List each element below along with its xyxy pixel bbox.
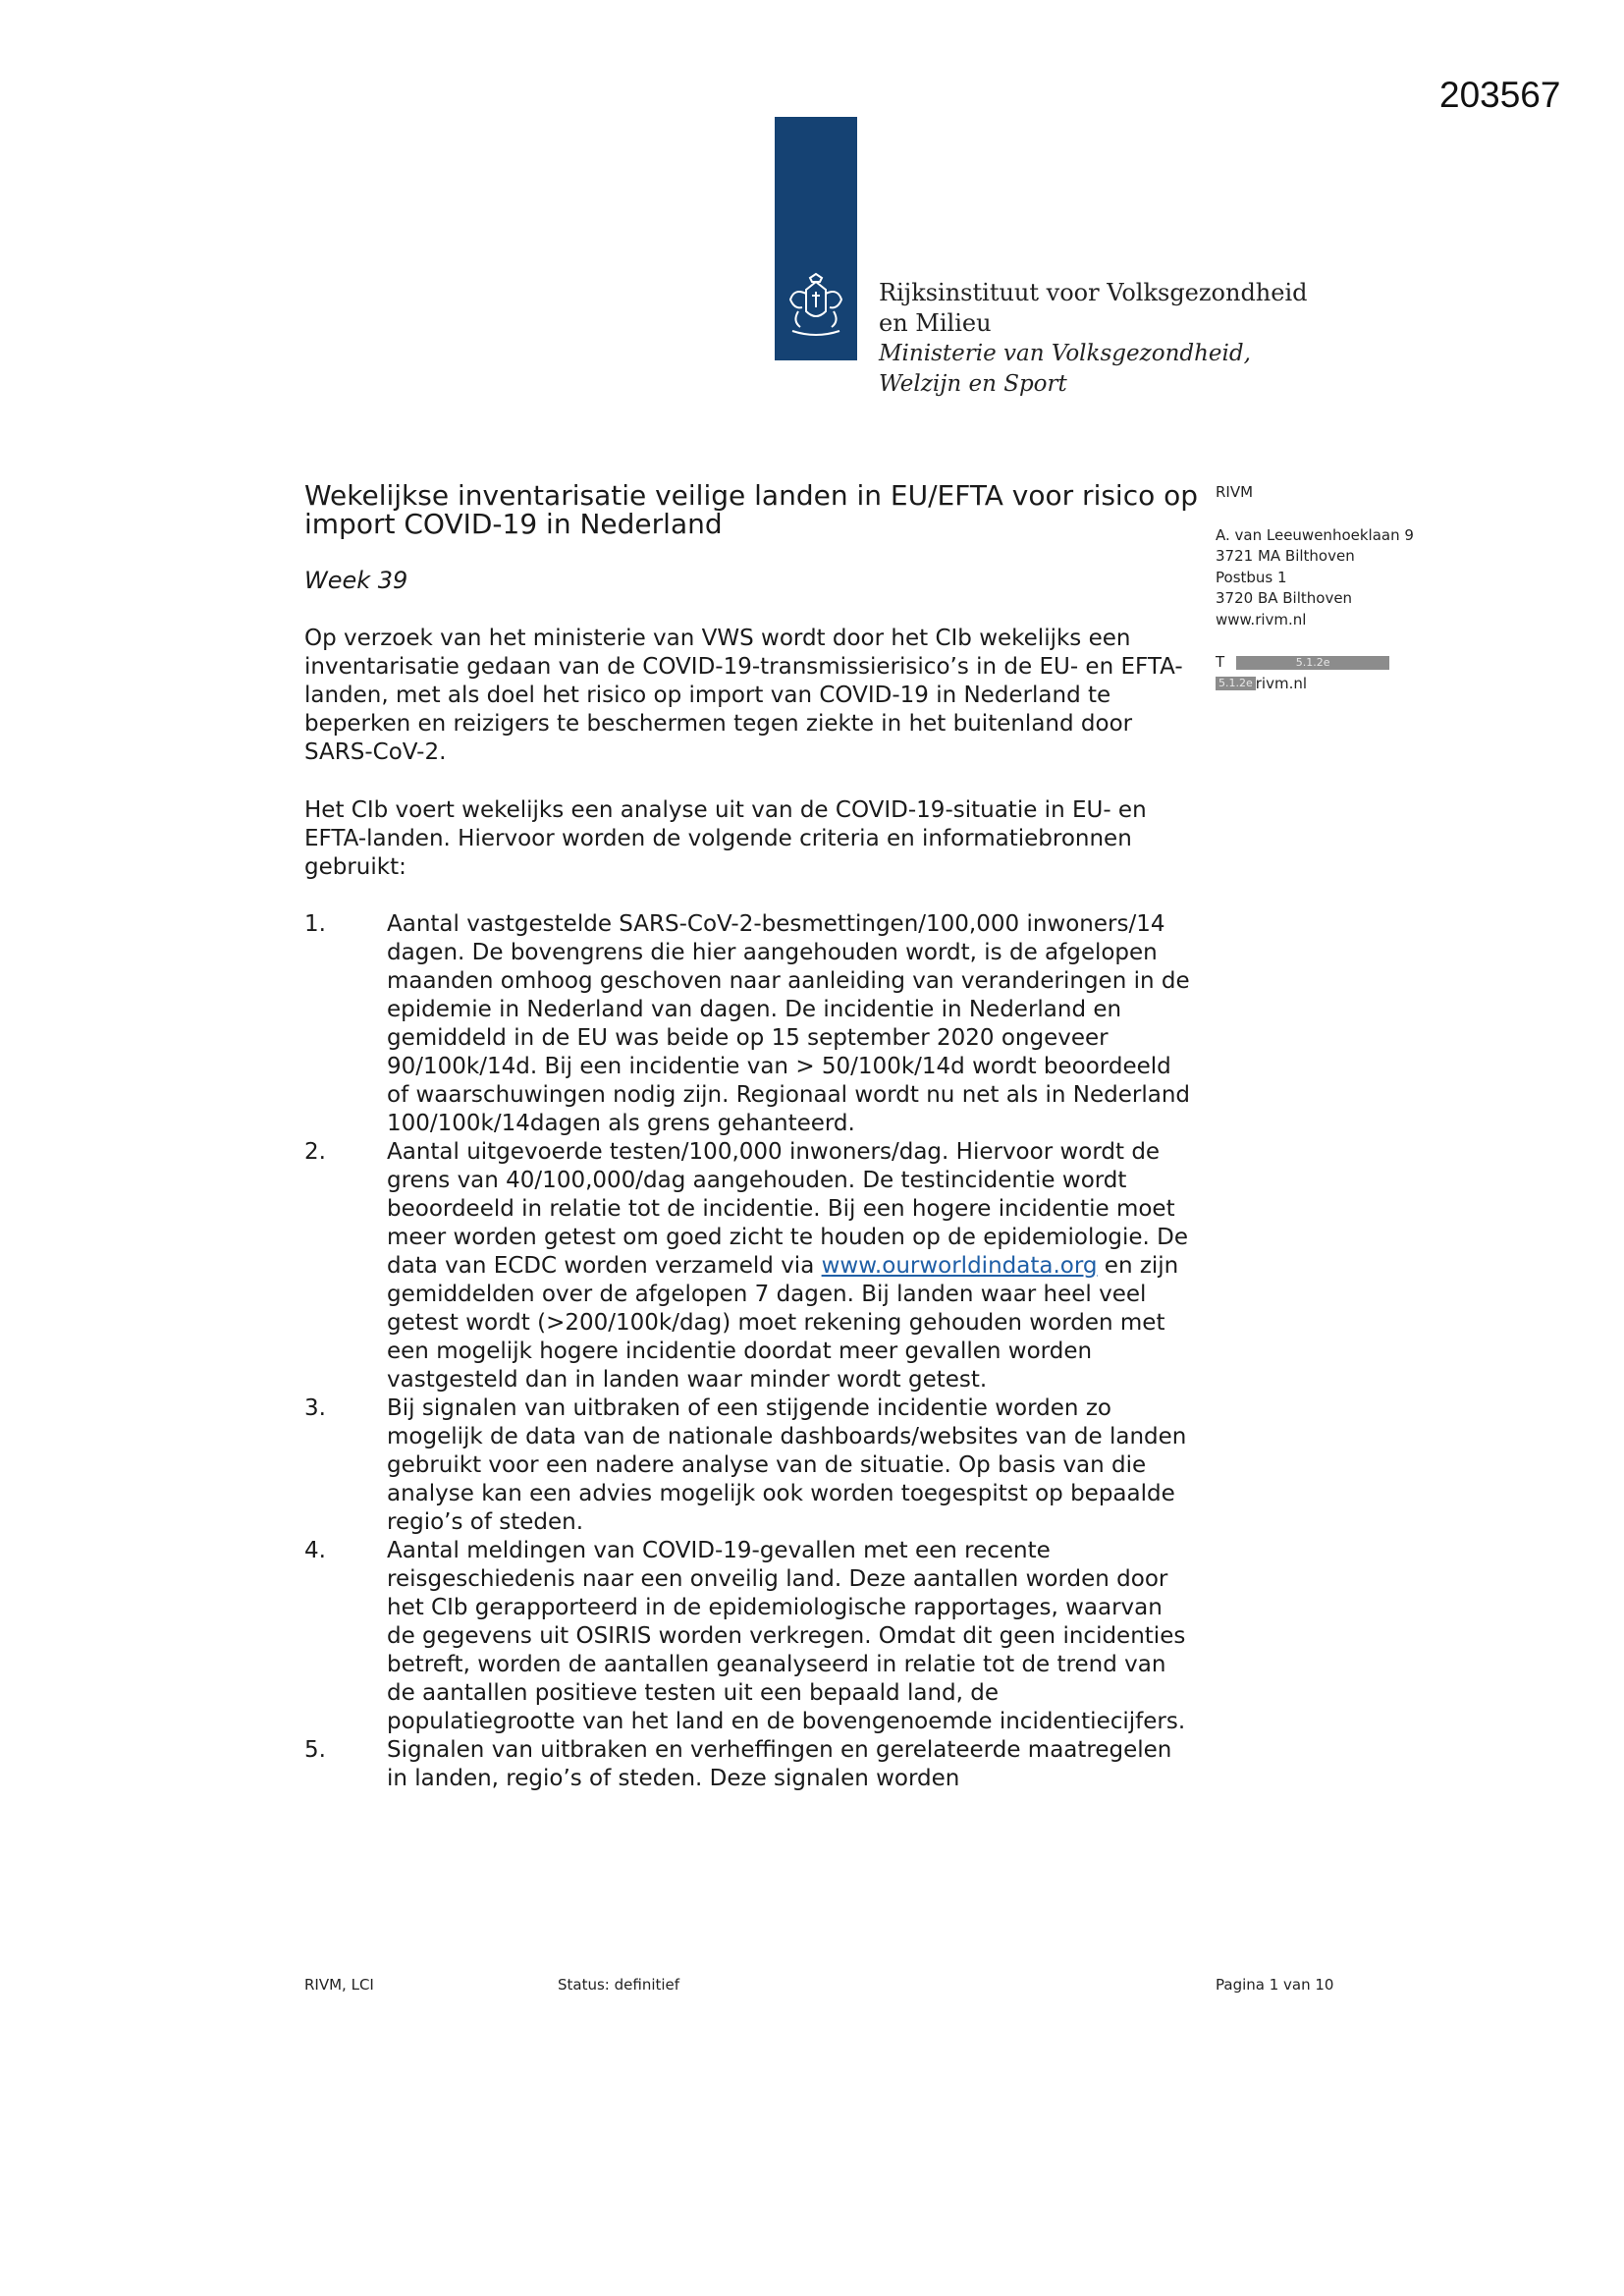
list-item-text: Aantal vastgestelde SARS-CoV-2-besmettingen/100,000 inwoners/14 dagen. De bovengrens die hier aangehouden wordt, is de afgelopen maanden omhoog geschoven naar aanleiding van veranderingen in de epidemie in Nederland van dagen. De incidentie in Nederland en gemiddeld in de EU was beide op 15 september 2020 ongeveer 90/100k/14d. Bij een incidentie van > 50/100k/14d wordt beoordeeld of waarschuwingen nodig zijn. Regionaal wordt nu net als in Nederland 100/100k/14dagen als grens gehanteerd.: [387, 911, 1191, 1136]
org-name-line-2: en Milieu: [879, 309, 992, 337]
email-redaction: 5.1.2e: [1216, 677, 1256, 690]
sender-address-sidebar: [1216, 482, 1414, 694]
phone-redaction: 5.1.2e: [1236, 656, 1389, 670]
address-line-4: 3720 BA Bilthoven: [1216, 589, 1353, 607]
list-item: [304, 1394, 1193, 1537]
footer-status: Status: definitief: [558, 1976, 680, 1994]
list-item: [304, 1736, 1193, 1793]
email-line: [1216, 674, 1414, 695]
phone-line: [1216, 652, 1414, 674]
list-item-number: 4.: [304, 1538, 326, 1563]
logo-bar: [775, 117, 857, 360]
ministry-line-2: Welzijn en Sport: [879, 371, 1067, 397]
website-link[interactable]: www.rivm.nl: [1216, 610, 1307, 629]
document-number: 203567: [1439, 75, 1561, 115]
intro-paragraph-2: Het CIb voert wekelijks een analyse uit van de COVID-19-situatie in EU- en EFTA-landen. Hiervoor worden de volgende criteria en informatiebronnen gebruikt:: [304, 797, 1147, 880]
ministry-line-1: Ministerie van Volksgezondheid,: [879, 341, 1251, 366]
intro-paragraph-1: Op verzoek van het ministerie van VWS wordt door het CIb wekelijks een inventarisatie gedaan van de COVID-19-transmissierisico’s in de EU- en EFTA-landen, met als doel het risico op import van COVID-19 in Nederland te beperken en reizigers te beschermen tegen ziekte in het buitenland door SARS-CoV-2.: [304, 626, 1183, 765]
coat-of-arms-icon: [785, 272, 847, 341]
org-name-block: [879, 278, 1308, 400]
list-item-number: 5.: [304, 1737, 326, 1763]
list-item: [304, 1138, 1193, 1394]
list-item-number: 2.: [304, 1139, 326, 1165]
list-item-number: 1.: [304, 911, 326, 937]
footer-department: RIVM, LCI: [304, 1976, 374, 1994]
list-item: [304, 1537, 1193, 1736]
address-line-3: Postbus 1: [1216, 568, 1287, 586]
address-line-2: 3721 MA Bilthoven: [1216, 547, 1355, 565]
list-item-text: Aantal meldingen van COVID-19-gevallen met een recente reisgeschiedenis naar een onveilig land. Deze aantallen worden door het CIb gerapporteerd in de epidemiologische rapportages, waarvan de gegevens uit OSIRIS worden verkregen. Omdat dit geen incidenties betreft, worden de aantallen geanalyseerd in relatie tot de trend van de aantallen positieve testen uit een bepaald land, de populatiegrootte van het land en de bovengenoemde incidentiecijfers.: [387, 1538, 1186, 1734]
week-label: Week 39: [304, 567, 408, 594]
address-line-1: A. van Leeuwenhoeklaan 9: [1216, 525, 1414, 544]
ourworldindata-link[interactable]: www.ourworldindata.org: [821, 1253, 1098, 1279]
list-item-text: Bij signalen van uitbraken of een stijgende incidentie worden zo mogelijk de data van de nationale dashboards/websites van de landen gebruikt voor een nadere analyse van de situatie. Op basis van die analyse kan een advies mogelijk ook worden toegespitst op bepaalde regio’s of steden.: [387, 1395, 1187, 1535]
sidebar-org: RIVM: [1216, 483, 1254, 501]
phone-label: T: [1216, 653, 1225, 671]
org-name-line-1: Rijksinstituut voor Volksgezondheid: [879, 279, 1308, 306]
criteria-list: [304, 910, 1193, 1793]
email-suffix: rivm.nl: [1255, 674, 1308, 692]
list-item-text: Aantal uitgevoerde testen/100,000 inwoners/dag. Hiervoor wordt de grens van 40/100,000/dag aangehouden. De testincidentie wordt beoordeeld in relatie tot de incidentie. Bij een hogere incidentie moet meer worden getest om goed zicht te houden op de epidemiologie. De data van ECDC worden verzameld via: [387, 1139, 1189, 1279]
list-item-number: 3.: [304, 1395, 326, 1421]
document-title: Wekelijkse inventarisatie veilige landen in EU/EFTA voor risico op import COVID-19 in Nederland: [304, 479, 1199, 540]
list-item-text: Signalen van uitbraken en verheffingen en gerelateerde maatregelen in landen, regio’s of steden. Deze signalen worden: [387, 1737, 1172, 1791]
list-item-text: en zijn gemiddelden over de afgelopen 7 dagen. Bij landen waar heel veel getest wordt (>200/100k/dag) moet rekening gehouden worden met een mogelijk hogere incidentie doordat meer gevallen worden vastgesteld dan in landen waar minder wordt getest.: [387, 1253, 1179, 1393]
list-item: [304, 910, 1193, 1138]
footer-page-number: Pagina 1 van 10: [1216, 1976, 1334, 1994]
